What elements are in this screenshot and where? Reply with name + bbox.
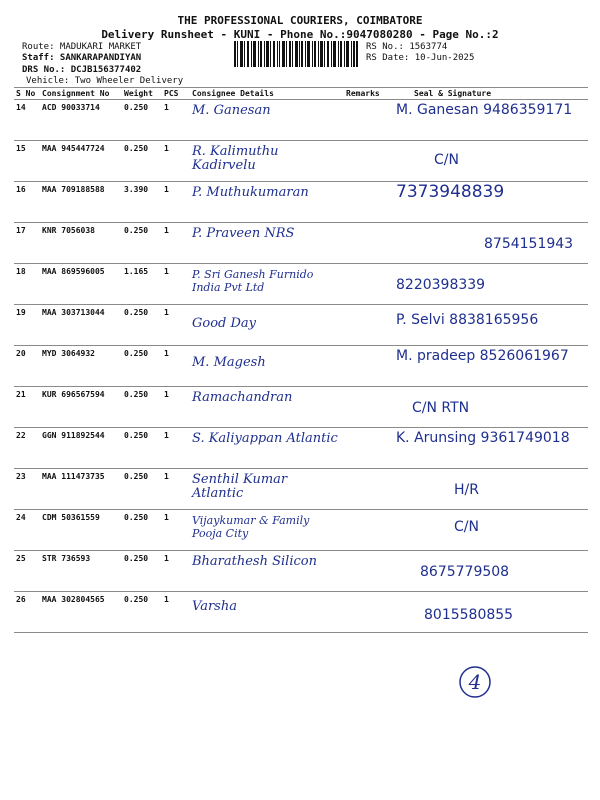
row-sno: 17 — [14, 223, 40, 264]
row-weight: 0.250 — [122, 141, 162, 182]
row-weight: 0.250 — [122, 510, 162, 551]
staff-label: Staff: SANKARAPANDIYAN — [22, 53, 142, 63]
table-row — [14, 428, 588, 469]
row-remarks — [344, 141, 384, 182]
row-consignee: Ramachandran — [190, 387, 344, 428]
row-weight: 0.250 — [122, 100, 162, 141]
rs-date: RS Date: 10-Jun-2025 — [366, 53, 475, 63]
row-pcs: 1 — [162, 305, 190, 346]
row-seal: P. Selvi 8838165956 — [384, 305, 588, 346]
row-weight: 3.390 — [122, 182, 162, 223]
row-consignment: MYD 3064932 — [40, 346, 122, 387]
row-seal: K. Arunsing 9361749018 — [384, 428, 588, 469]
row-weight: 1.165 — [122, 264, 162, 305]
row-consignment: MAA 869596005 — [40, 264, 122, 305]
table-row — [14, 100, 588, 141]
row-consignment: ACD 90033714 — [40, 100, 122, 141]
row-consignee: M. Ganesan — [190, 100, 344, 141]
table-row — [14, 510, 588, 551]
row-sno: 23 — [14, 469, 40, 510]
row-consignment: CDM 50361559 — [40, 510, 122, 551]
table-row — [14, 346, 588, 387]
runsheet-table — [14, 87, 588, 633]
row-seal: C/N — [384, 141, 588, 182]
row-seal: M. Ganesan 9486359171 — [384, 100, 588, 141]
row-consignment: MAA 111473735 — [40, 469, 122, 510]
row-pcs: 1 — [162, 551, 190, 592]
table-row — [14, 305, 588, 346]
table-row — [14, 469, 588, 510]
table-header-row — [14, 88, 588, 100]
row-consignee: Vijaykumar & Family Pooja City — [190, 510, 344, 551]
row-consignee: Senthil Kumar Atlantic — [190, 469, 344, 510]
table-row — [14, 592, 588, 633]
row-seal: C/N RTN — [384, 387, 588, 428]
table-row — [14, 264, 588, 305]
col-remarks: Remarks — [344, 88, 384, 100]
row-remarks — [344, 346, 384, 387]
rs-number: RS No.: 1563774 — [366, 42, 448, 52]
row-consignment: STR 736593 — [40, 551, 122, 592]
col-seal: Seal & Signature — [384, 88, 588, 100]
row-sno: 22 — [14, 428, 40, 469]
row-weight: 0.250 — [122, 346, 162, 387]
row-pcs: 1 — [162, 387, 190, 428]
row-seal: 8675779508 — [384, 551, 588, 592]
row-pcs: 1 — [162, 346, 190, 387]
row-weight: 0.250 — [122, 223, 162, 264]
row-seal: 7373948839 — [384, 182, 588, 223]
row-weight: 0.250 — [122, 428, 162, 469]
row-remarks — [344, 223, 384, 264]
row-remarks — [344, 387, 384, 428]
company-title: THE PROFESSIONAL COURIERS, COIMBATORE — [177, 14, 423, 27]
row-consignee: P. Sri Ganesh Furnido India Pvt Ltd — [190, 264, 344, 305]
row-remarks — [344, 305, 384, 346]
row-seal: M. pradeep 8526061967 — [384, 346, 588, 387]
row-consignment: MAA 302804565 — [40, 592, 122, 633]
row-sno: 19 — [14, 305, 40, 346]
table-row — [14, 223, 588, 264]
col-pcs: PCS — [162, 88, 190, 100]
page-number-mark — [458, 665, 492, 699]
row-pcs: 1 — [162, 264, 190, 305]
row-remarks — [344, 182, 384, 223]
col-sno: S No — [14, 88, 40, 100]
table-row — [14, 551, 588, 592]
row-remarks — [344, 100, 384, 141]
row-pcs: 1 — [162, 469, 190, 510]
row-consignee: Bharathesh Silicon — [190, 551, 344, 592]
row-consignment: MAA 303713044 — [40, 305, 122, 346]
row-consignment: KNR 7056038 — [40, 223, 122, 264]
row-weight: 0.250 — [122, 469, 162, 510]
row-pcs: 1 — [162, 141, 190, 182]
row-pcs: 1 — [162, 592, 190, 633]
row-remarks — [344, 428, 384, 469]
row-remarks — [344, 510, 384, 551]
col-consignee: Consignee Details — [190, 88, 344, 100]
row-seal: C/N — [384, 510, 588, 551]
row-pcs: 1 — [162, 223, 190, 264]
row-seal: H/R — [384, 469, 588, 510]
route-label: Route: MADUKARI MARKET — [22, 42, 142, 52]
row-consignee: M. Magesh — [190, 346, 344, 387]
row-sno: 21 — [14, 387, 40, 428]
row-sno: 14 — [14, 100, 40, 141]
runsheet-subtitle: Delivery Runsheet - KUNI - Phone No.:9047080280 - Page No.:2 — [101, 28, 499, 41]
row-consignment: GGN 911892544 — [40, 428, 122, 469]
row-weight: 0.250 — [122, 592, 162, 633]
col-weight: Weight — [122, 88, 162, 100]
vehicle-label: Vehicle: Two Wheeler Delivery — [26, 76, 184, 86]
row-weight: 0.250 — [122, 551, 162, 592]
row-consignee: P. Praveen NRS — [190, 223, 344, 264]
row-weight: 0.250 — [122, 305, 162, 346]
row-sno: 20 — [14, 346, 40, 387]
table-row — [14, 182, 588, 223]
row-sno: 16 — [14, 182, 40, 223]
row-consignment: MAA 945447724 — [40, 141, 122, 182]
barcode-icon — [234, 41, 358, 67]
row-sno: 25 — [14, 551, 40, 592]
row-remarks — [344, 469, 384, 510]
row-sno: 15 — [14, 141, 40, 182]
row-consignee: R. Kalimuthu Kadirvelu — [190, 141, 344, 182]
row-pcs: 1 — [162, 100, 190, 141]
page-number-text: 4 — [468, 670, 482, 694]
row-consignment: KUR 696567594 — [40, 387, 122, 428]
drs-number: DRS No.: DCJB156377402 — [22, 65, 142, 75]
row-seal: 8754151943 — [384, 223, 588, 264]
row-seal: 8220398339 — [384, 264, 588, 305]
row-remarks — [344, 551, 384, 592]
row-remarks — [344, 264, 384, 305]
row-seal: 8015580855 — [384, 592, 588, 633]
row-consignee: S. Kaliyappan Atlantic — [190, 428, 344, 469]
row-sno: 26 — [14, 592, 40, 633]
row-sno: 18 — [14, 264, 40, 305]
row-remarks — [344, 592, 384, 633]
row-pcs: 1 — [162, 182, 190, 223]
table-row — [14, 141, 588, 182]
table-row — [14, 387, 588, 428]
col-consignment: Consignment No — [40, 88, 122, 100]
row-consignee: Good Day — [190, 305, 344, 346]
row-consignment: MAA 709188588 — [40, 182, 122, 223]
row-weight: 0.250 — [122, 387, 162, 428]
row-pcs: 1 — [162, 428, 190, 469]
row-consignee: Varsha — [190, 592, 344, 633]
row-sno: 24 — [14, 510, 40, 551]
row-pcs: 1 — [162, 510, 190, 551]
row-consignee: P. Muthukumaran — [190, 182, 344, 223]
